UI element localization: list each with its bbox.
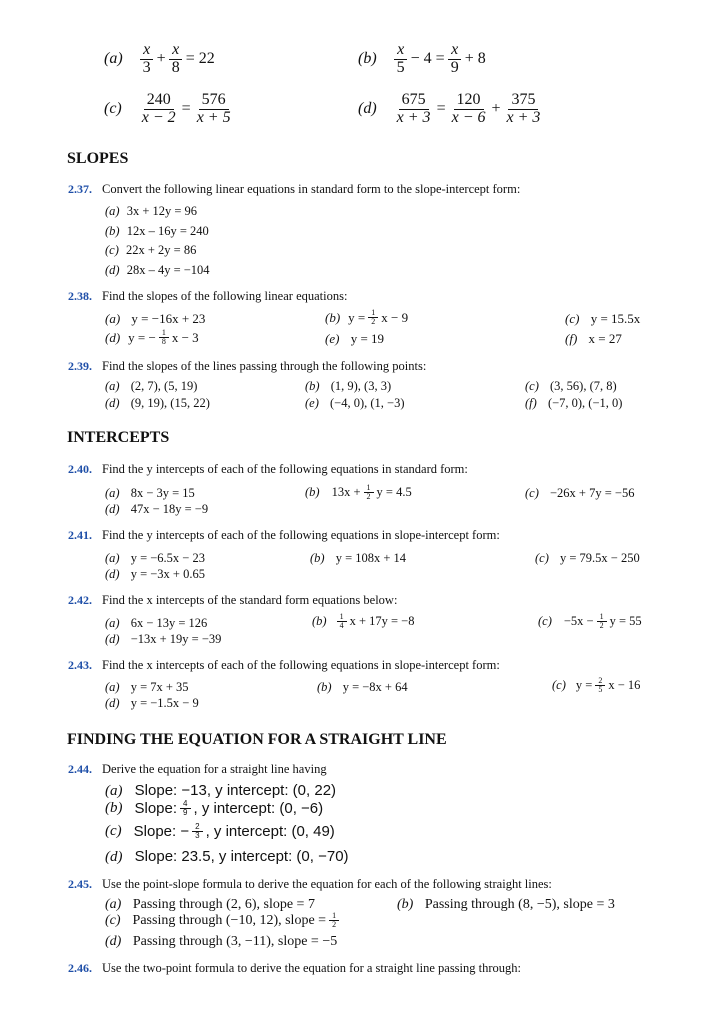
- list-item: (b) 12x – 16y = 240: [105, 224, 209, 238]
- problem-text: Find the y intercepts of each of the following equations in slope-intercept form:: [102, 528, 500, 542]
- problem-2-41: [68, 526, 500, 544]
- list-item: (c) (3, 56), (7, 8): [525, 379, 617, 393]
- list-item: (c) 22x + 2y = 86: [105, 243, 197, 257]
- problem-2-42: [68, 591, 397, 609]
- section-heading-finding-equation: FINDING THE EQUATION FOR A STRAIGHT LINE: [67, 731, 447, 748]
- list-item: (b) Slope: $\frac{4}{9}$ , y intercept: (0, −6): [105, 799, 324, 818]
- list-item: (d) 28x – 4y = −104: [105, 263, 210, 277]
- problem-2-40: [68, 460, 468, 478]
- top-equation-b: (b) $\frac{x}{5}$ − 4 = $\frac{x}{9}$ + 8: [358, 41, 486, 76]
- list-item: (f) (−7, 0), (−1, 0): [525, 396, 623, 410]
- list-item: (c) −5x − $\frac{1}{2}$ y = 55: [538, 612, 642, 631]
- list-item: (b) (1, 9), (3, 3): [305, 379, 392, 393]
- problem-number: 2.37.: [68, 182, 92, 196]
- problem-2-38: [68, 287, 347, 305]
- problem-2-46: [68, 959, 521, 977]
- top-equation-a: (a) $\frac{x}{3}$ + $\frac{x}{8}$ = 22: [104, 41, 215, 76]
- list-item: (d) (9, 19), (15, 22): [105, 396, 210, 410]
- problem-2-37: [68, 180, 520, 198]
- list-item: (b) 13x + $\frac{1}{2}$ y = 4.5: [305, 483, 412, 502]
- list-item: (a) 6x − 13y = 126: [105, 616, 208, 630]
- list-item: (d) y = −1.5x − 9: [105, 696, 199, 710]
- problem-text: Derive the equation for a straight line having: [102, 762, 327, 776]
- list-item: (a) y = 7x + 35: [105, 680, 189, 694]
- list-item: (c) Slope: − $\frac{2}{3}$ , y intercept: (0, 49): [105, 822, 335, 841]
- list-item: (b) $\frac{1}{4}$ x + 17y = −8: [312, 612, 415, 631]
- problem-text: Find the x intercepts of the standard form equations below:: [102, 593, 398, 607]
- list-item: (b) y = $\frac{1}{2}$ x − 9: [325, 308, 409, 327]
- problem-text: Find the y intercepts of each of the following equations in standard form:: [102, 462, 468, 476]
- list-item: (a) y = −16x + 23: [105, 311, 206, 326]
- problem-number: 2.46.: [68, 961, 92, 975]
- problem-text: Convert the following linear equations in standard form to the slope-intercept form:: [102, 182, 521, 196]
- list-item: (d) 47x − 18y = −9: [105, 502, 209, 516]
- problem-text: Find the slopes of the lines passing through the following points:: [102, 359, 427, 373]
- list-item: (f) x = 27: [565, 331, 622, 346]
- list-item: (a) Passing through (2, 6), slope = 7: [105, 897, 315, 912]
- problem-2-44: [68, 760, 327, 778]
- section-heading-slopes: SLOPES: [67, 150, 129, 167]
- list-item: (a) y = −6.5x − 23: [105, 551, 205, 565]
- section-heading-intercepts: INTERCEPTS: [67, 429, 170, 446]
- list-item: (c) Passing through (−10, 12), slope = $\frac{1}{2}$: [105, 912, 342, 930]
- list-item: (e) y = 19: [325, 331, 385, 346]
- problem-number: 2.44.: [68, 762, 92, 776]
- list-item: (c) −26x + 7y = −56: [525, 486, 635, 500]
- problem-text: Use the point-slope formula to derive the equation for each of the following straight lines:: [102, 877, 552, 891]
- problem-text: Use the two-point formula to derive the equation for a straight line passing through:: [102, 961, 522, 975]
- list-item: (d) y = −3x + 0.65: [105, 567, 205, 581]
- list-item: (a) Slope: −13, y intercept: (0, 22): [105, 782, 337, 799]
- list-item: (d) −13x + 19y = −39: [105, 632, 222, 646]
- problem-number: 2.41.: [68, 528, 92, 542]
- list-item: (c) y = 15.5x: [565, 311, 641, 326]
- problem-text: Find the x intercepts of each of the following equations in slope-intercept form:: [102, 658, 500, 672]
- list-item: (d) y = − $\frac{1}{8}$ x − 3: [105, 328, 199, 347]
- list-item: (e) (−4, 0), (1, −3): [305, 396, 405, 410]
- list-item: (a) 8x − 3y = 15: [105, 486, 195, 500]
- problem-number: 2.43.: [68, 658, 92, 672]
- list-item: (c) y = 79.5x − 250: [535, 551, 640, 565]
- list-item: (b) Passing through (8, −5), slope = 3: [397, 897, 615, 912]
- problem-number: 2.45.: [68, 877, 92, 891]
- top-equation-d: (d) $\frac{675}{x + 3}$ = $\frac{120}{x - 6}$ + $\frac{375}{x + 3}$: [358, 91, 541, 126]
- problem-2-43: [68, 656, 500, 674]
- list-item: (a) (2, 7), (5, 19): [105, 379, 198, 393]
- problem-number: 2.38.: [68, 289, 92, 303]
- list-item: (a) 3x + 12y = 96: [105, 204, 198, 218]
- list-item: (d) Passing through (3, −11), slope = −5: [105, 934, 338, 949]
- problem-2-45: [68, 875, 552, 893]
- top-equation-c: (c) $\frac{240}{x - 2}$ = $\frac{576}{x + 5}$: [104, 91, 231, 126]
- problem-number: 2.39.: [68, 359, 92, 373]
- list-item: (b) y = −8x + 64: [317, 680, 408, 694]
- problem-number: 2.42.: [68, 593, 92, 607]
- problem-2-39: [68, 357, 426, 375]
- list-item: (d) Slope: 23.5, y intercept: (0, −70): [105, 848, 349, 865]
- problem-text: Find the slopes of the following linear equations:: [102, 289, 348, 303]
- problem-number: 2.40.: [68, 462, 92, 476]
- list-item: (c) y = $\frac{2}{5}$ x − 16: [552, 676, 641, 695]
- list-item: (b) y = 108x + 14: [310, 551, 407, 565]
